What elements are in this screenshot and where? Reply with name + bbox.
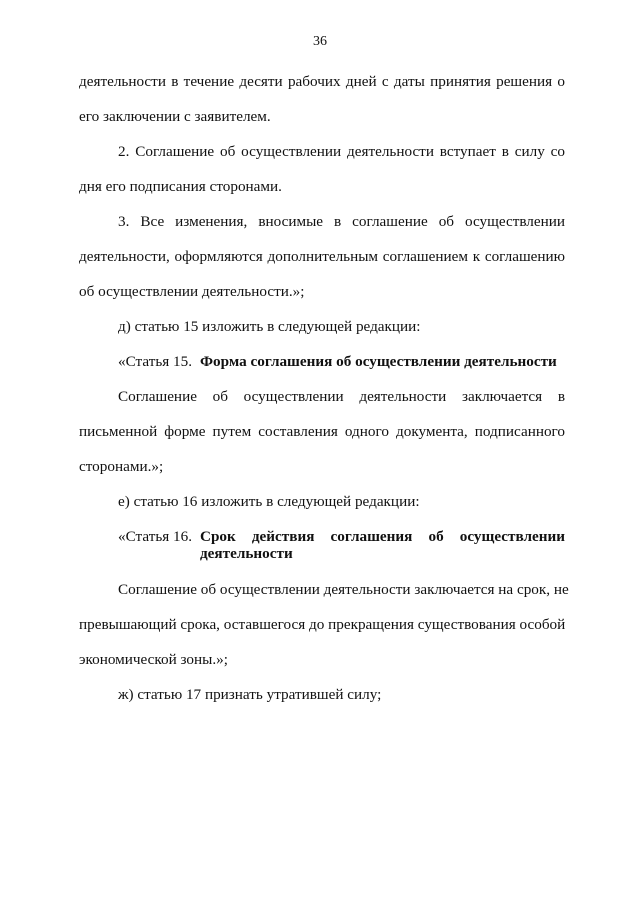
paragraph-line: ж) статью 17 признать утратившей силу; xyxy=(118,686,382,703)
article-label: «Статья 15. xyxy=(118,353,193,370)
article-title-line: Форма соглашения об осуществлении деятельности xyxy=(200,353,557,370)
paragraph-line: экономической зоны.»; xyxy=(79,651,228,668)
paragraph-line: д) статью 15 изложить в следующей редакции: xyxy=(118,318,421,335)
paragraph-line: Соглашение об осуществлении деятельности заключается на срок, не xyxy=(118,581,569,598)
article-title xyxy=(200,353,565,370)
paragraph-line: Соглашение об осуществлении деятельности заключается в xyxy=(118,388,565,405)
paragraph-line: его заключении с заявителем. xyxy=(79,108,271,125)
paragraph-line: деятельности в течение десяти рабочих дней с даты принятия решения о xyxy=(79,73,565,90)
paragraph-line: е) статью 16 изложить в следующей редакции: xyxy=(118,493,420,510)
article-title-line: деятельности xyxy=(200,545,293,562)
article-label: «Статья 16. xyxy=(118,528,193,545)
paragraph-line: об осуществлении деятельности.»; xyxy=(79,283,305,300)
paragraph-line: письменной форме путем составления одного документа, подписанного xyxy=(79,423,565,440)
paragraph-line: дня его подписания сторонами. xyxy=(79,178,282,195)
paragraph-line: превышающий срока, оставшегося до прекращения существования особой xyxy=(79,616,566,633)
paragraph-line: сторонами.»; xyxy=(79,458,164,475)
page-number: 36 xyxy=(313,34,327,49)
paragraph-line: 3. Все изменения, вносимые в соглашение об осуществлении xyxy=(118,213,565,230)
paragraph-line: деятельности, оформляются дополнительным соглашением к соглашению xyxy=(79,248,565,265)
paragraph-line: 2. Соглашение об осуществлении деятельности вступает в силу со xyxy=(118,143,565,160)
article-title-line: Срок действия соглашения об осуществлении xyxy=(200,528,565,545)
article-title xyxy=(200,528,565,562)
